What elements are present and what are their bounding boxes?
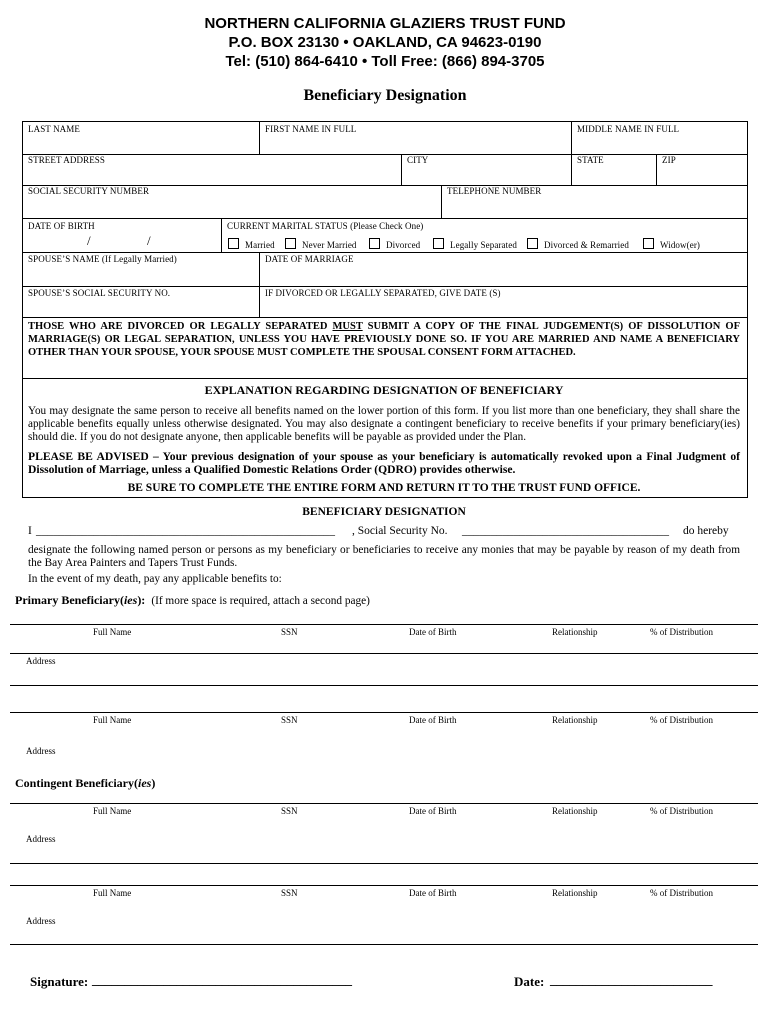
member-ssn-blank[interactable]: ____________________________________ — [462, 525, 669, 537]
ssn-col: SSN — [281, 888, 298, 898]
zip-field[interactable] — [658, 166, 745, 184]
complete-form-instruction: BE SURE TO COMPLETE THE ENTIRE FORM AND RETURN IT TO THE TRUST FUND OFFICE. — [127, 482, 641, 494]
member-name-blank[interactable]: ____________________________________________________ — [36, 525, 335, 537]
primary-1-address-line[interactable] — [10, 667, 758, 685]
ssn-col: SSN — [281, 715, 298, 725]
distribution-col: % of Distribution — [650, 627, 713, 637]
trust-fund-phone: Tel: (510) 864-6410 • Toll Free: (866) 894-3705 — [225, 53, 545, 70]
dob-col: Date of Birth — [409, 888, 457, 898]
contingent-1-info-line[interactable] — [10, 784, 758, 802]
never-married-checkbox[interactable] — [285, 238, 296, 249]
date-of-marriage-field[interactable] — [261, 266, 745, 285]
please-be-advised-notice: PLEASE BE ADVISED – Your previous designation of your spouse as your beneficiary is automatically revoked upon a Final Judgment of Dissolution of Marriage, unless a Qualified Domestic Relations Order (QDRO) provides otherwise. — [28, 450, 740, 476]
do-hereby-text: do hereby — [683, 525, 729, 537]
divorced-option-label: Divorced — [386, 240, 421, 250]
dob-separator: / — [147, 233, 151, 248]
divorce-date-label: IF DIVORCED OR LEGALLY SEPARATED, GIVE DATE (S) — [265, 288, 501, 298]
widower-checkbox[interactable] — [643, 238, 654, 249]
relationship-col: Relationship — [552, 627, 598, 637]
designation-body: designate the following named person or persons as my beneficiary or beneficiaries to receive any monies that may be payable by reason of my death from the Bay Area Painters and Tapers Trust Funds. — [28, 544, 740, 569]
signature-label: Signature: — [30, 974, 89, 989]
spouse-name-field[interactable] — [23, 266, 258, 285]
full-name-col: Full Name — [93, 806, 132, 816]
dob-label: DATE OF BIRTH — [28, 221, 95, 231]
spouse-name-label: SPOUSE’S NAME (If Legally Married) — [28, 254, 177, 264]
beneficiary-designation-heading: BENEFICIARY DESIGNATION — [302, 506, 466, 518]
date-line[interactable]: _________________________ — [550, 972, 713, 987]
form-title: Beneficiary Designation — [303, 87, 467, 104]
address-label: Address — [26, 916, 56, 926]
telephone-label: TELEPHONE NUMBER — [447, 186, 542, 196]
distribution-col: % of Distribution — [650, 715, 713, 725]
divorce-date-field[interactable] — [261, 299, 745, 316]
explanation-paragraph: You may designate the same person to receive all benefits named on the lower portion of this form. If you list more than one beneficiary, they shall share the applicable benefits equally unless otherwise designated. You may also designate a contingent beneficiary to receive benefits if your primary beneficiary(ies) should die. If you do not designate anyone, then applicable benefits will be payable as provided under the Plan. — [28, 405, 740, 443]
dob-col: Date of Birth — [409, 715, 457, 725]
primary-1-info-line[interactable] — [10, 605, 758, 623]
dob-separator: / — [87, 233, 91, 248]
middle-name-label: MIDDLE NAME IN FULL — [577, 124, 680, 134]
address-label: Address — [26, 834, 56, 844]
street-address-label: STREET ADDRESS — [28, 155, 105, 165]
ssn-col: SSN — [281, 806, 298, 816]
dob-col: Date of Birth — [409, 806, 457, 816]
distribution-col: % of Distribution — [650, 806, 713, 816]
relationship-col: Relationship — [552, 888, 598, 898]
city-label: CITY — [407, 155, 429, 165]
full-name-col: Full Name — [93, 715, 132, 725]
date-of-marriage-label: DATE OF MARRIAGE — [265, 254, 354, 264]
city-field[interactable] — [403, 166, 570, 184]
marital-status-label: CURRENT MARITAL STATUS (Please Check One) — [227, 221, 424, 231]
contingent-2-address-line[interactable] — [10, 926, 758, 944]
dob-col: Date of Birth — [409, 627, 457, 637]
divorced-checkbox[interactable] — [369, 238, 380, 249]
contingent-2-info-line[interactable] — [10, 866, 758, 884]
legally-separated-option-label: Legally Separated — [450, 240, 517, 250]
divorced-remarried-option-label: Divorced & Remarried — [544, 240, 629, 250]
widower-option-label: Widow(er) — [660, 240, 701, 250]
trust-fund-address: P.O. BOX 23130 • OAKLAND, CA 94623-0190 — [228, 34, 542, 51]
spouse-ssn-label: SPOUSE’S SOCIAL SECURITY NO. — [28, 288, 171, 298]
zip-label: ZIP — [662, 155, 676, 165]
trust-fund-name: NORTHERN CALIFORNIA GLAZIERS TRUST FUND — [204, 15, 566, 32]
dob-field[interactable] — [23, 233, 220, 251]
contingent-beneficiary-heading: Contingent Beneficiary(ies) — [15, 776, 156, 790]
divorced-remarried-checkbox[interactable] — [527, 238, 538, 249]
first-name-field[interactable] — [261, 135, 570, 153]
primary-beneficiary-heading: Primary Beneficiary(ies): (If more space is required, attach a second page) — [15, 593, 370, 607]
ssn-col: SSN — [281, 627, 298, 637]
last-name-label: LAST NAME — [28, 124, 80, 134]
never-married-option-label: Never Married — [302, 240, 357, 250]
event-of-death-text: In the event of my death, pay any applicable benefits to: — [28, 573, 282, 585]
married-option-label: Married — [245, 240, 275, 250]
first-name-label: FIRST NAME IN FULL — [265, 124, 357, 134]
primary-2-info-line[interactable] — [10, 693, 758, 711]
telephone-field[interactable] — [443, 198, 745, 217]
state-label: STATE — [577, 155, 604, 165]
primary-2-address-line[interactable] — [10, 757, 758, 775]
full-name-col: Full Name — [93, 627, 132, 637]
spouse-ssn-field[interactable] — [23, 299, 258, 316]
last-name-field[interactable] — [23, 135, 258, 153]
address-label: Address — [26, 656, 56, 666]
divorce-warning: THOSE WHO ARE DIVORCED OR LEGALLY SEPARATED MUST SUBMIT A COPY OF THE FINAL JUDGEMENT(S) OF DISSOLUTION OF MARRIAGE(S) OR LEGAL SEPARATION, UNLESS YOU HAVE PREVIOUSLY DONE SO. IF YOU ARE MARRIED AND NAME A BENEFICIARY OTHER THAN YOUR SPOUSE, YOUR SPOUSE MUST COMPLETE THE SPOUSAL CONSENT FORM ATTACHED. — [28, 321, 741, 358]
middle-name-field[interactable] — [573, 135, 745, 153]
date-label: Date: — [514, 974, 545, 989]
full-name-col: Full Name — [93, 888, 132, 898]
ssn-label: SOCIAL SECURITY NUMBER — [28, 186, 150, 196]
explanation-heading: EXPLANATION REGARDING DESIGNATION OF BENEFICIARY — [204, 383, 564, 397]
relationship-col: Relationship — [552, 715, 598, 725]
address-label: Address — [26, 746, 56, 756]
distribution-col: % of Distribution — [650, 888, 713, 898]
signature-line[interactable]: ________________________________________ — [92, 972, 352, 987]
legally-separated-checkbox[interactable] — [433, 238, 444, 249]
ssn-text: , Social Security No. — [352, 525, 448, 537]
designation-i: I — [28, 525, 32, 537]
contingent-1-address-line[interactable] — [10, 845, 758, 863]
relationship-col: Relationship — [552, 806, 598, 816]
state-field[interactable] — [573, 166, 655, 184]
street-address-field[interactable] — [23, 166, 400, 184]
married-checkbox[interactable] — [228, 238, 239, 249]
ssn-field[interactable] — [23, 198, 440, 217]
